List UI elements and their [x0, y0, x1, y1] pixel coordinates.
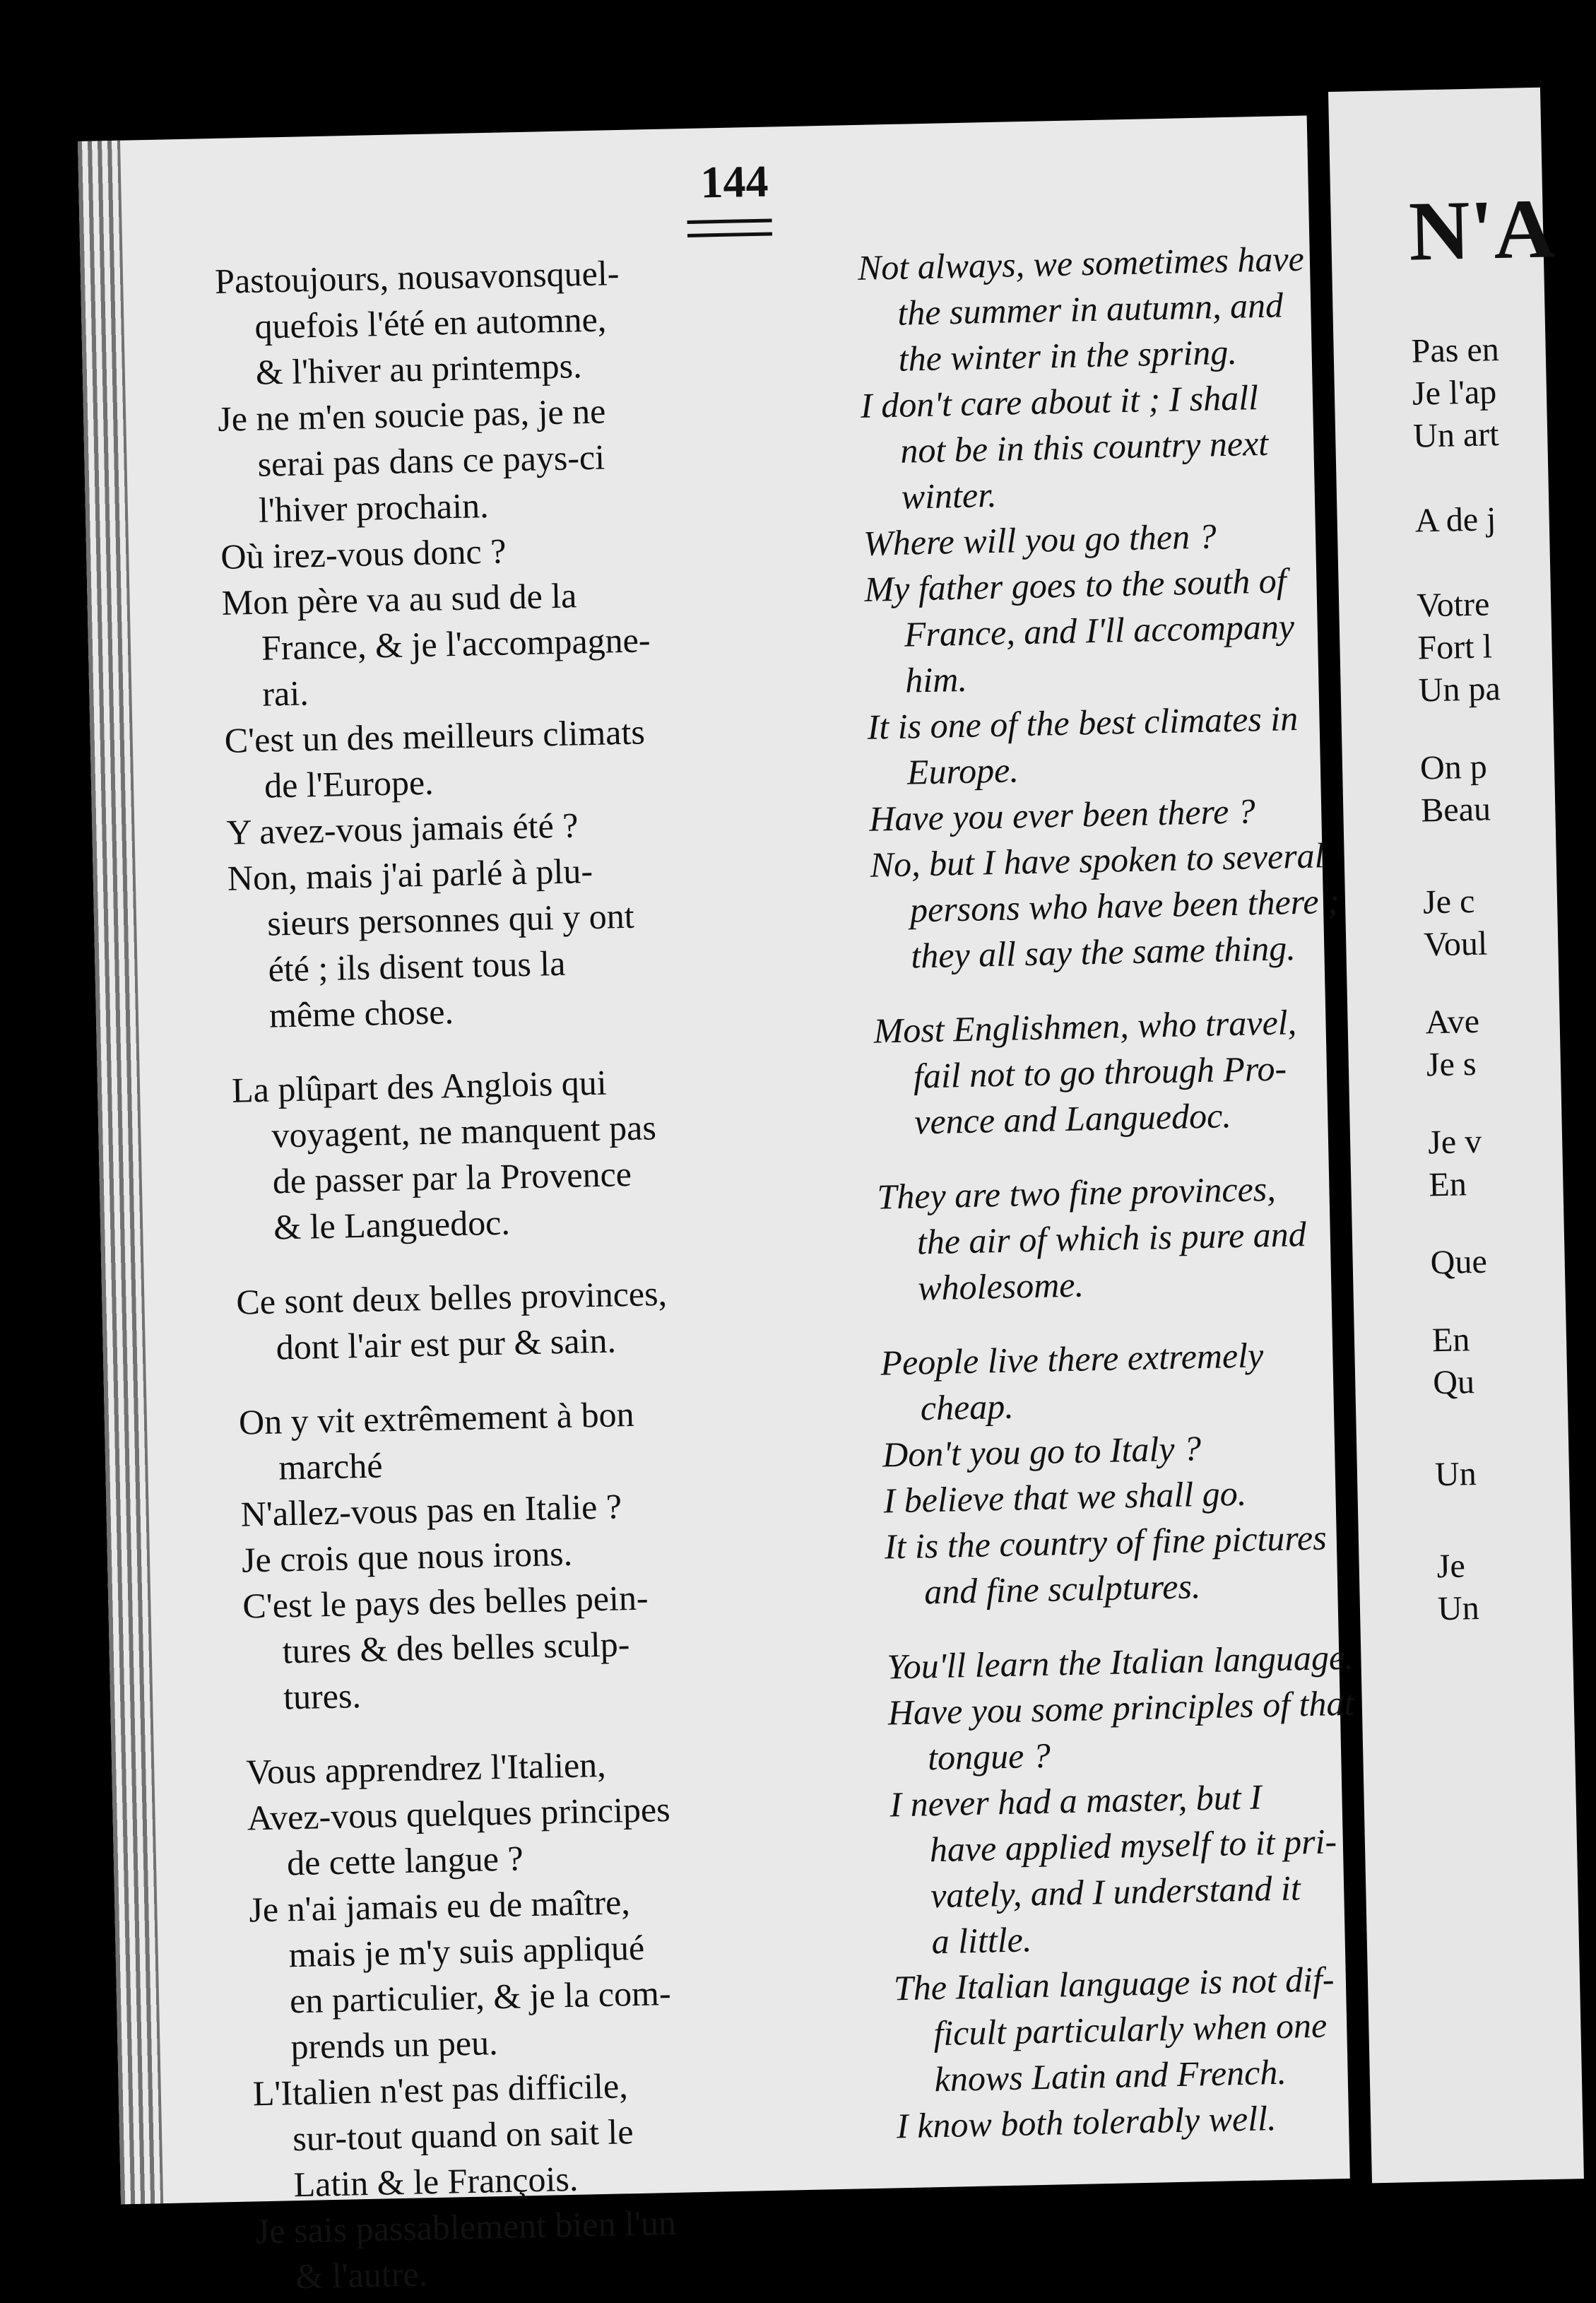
right-page-text: En: [1431, 1321, 1470, 1360]
french-line: Je sais passablement bien l'un: [255, 2202, 677, 2251]
english-line: vately, and I understand it: [930, 1868, 1301, 1916]
english-line: not be in this country next: [899, 423, 1269, 471]
french-entry: [224, 705, 848, 809]
english-line: Not always, we sometimes have: [857, 238, 1305, 288]
french-line: sur-tout quand on sait le: [292, 2111, 634, 2159]
french-line: & le Languedoc.: [273, 1202, 511, 1247]
french-line: Avez-vous quelques principes: [247, 1789, 671, 1838]
english-entry: [864, 557, 1333, 705]
english-entry: [870, 832, 1339, 980]
french-line: l'hiver prochain.: [258, 485, 490, 530]
english-line: You'll learn the Italian language.: [886, 1637, 1354, 1687]
english-line: I know both tolerably well.: [896, 2098, 1277, 2146]
french-line: prends un peu.: [290, 2022, 499, 2067]
french-line: voyagent, ne manquent pas: [271, 1107, 657, 1155]
french-entry: [218, 384, 842, 534]
english-entry: [860, 373, 1329, 521]
french-entry: [252, 2058, 877, 2208]
french-line: de cette langue ?: [286, 1838, 524, 1883]
right-page-text: Je v: [1427, 1122, 1482, 1162]
english-column: [857, 235, 1363, 2149]
french-line: Vous apprendrez l'Italien,: [245, 1744, 607, 1792]
french-line: Je ne m'en soucie pas, je ne: [217, 391, 606, 439]
english-entry: [893, 1956, 1362, 2104]
english-line: fail not to go through Pro-: [913, 1048, 1287, 1096]
english-entry: [857, 235, 1326, 383]
english-entry: [889, 1772, 1359, 1966]
right-page-text: A de j: [1414, 500, 1496, 540]
french-line: Je crois que nous irons.: [241, 1533, 573, 1580]
english-entry: [867, 695, 1335, 796]
right-page-text: Ave: [1425, 1002, 1480, 1042]
right-page-text: Beau: [1420, 790, 1491, 830]
french-entry: [236, 1266, 860, 1371]
french-column: [215, 246, 879, 2301]
english-entry: [884, 1514, 1352, 1616]
right-page-text: Voul: [1423, 924, 1488, 964]
right-page-text: Fort l: [1417, 628, 1493, 667]
right-page: [1328, 88, 1584, 2184]
french-line: N'allez-vous pas en Italie ?: [240, 1486, 622, 1534]
french-entry: [249, 1874, 874, 2071]
right-page-text: Je l'ap: [1412, 373, 1497, 413]
english-line: the air of which is pure and: [916, 1213, 1307, 1262]
english-line: Where will you go then ?: [863, 516, 1217, 563]
right-page-text: En: [1428, 1165, 1467, 1204]
french-entry: [255, 2196, 879, 2300]
english-line: Most Englishmen, who travel,: [873, 1002, 1297, 1051]
right-page-text: Un art: [1412, 416, 1500, 455]
english-line: persons who have been there ;: [909, 880, 1340, 930]
right-page-text: Qu: [1432, 1363, 1475, 1402]
english-line: tongue ?: [927, 1735, 1051, 1778]
french-line: même chose.: [268, 991, 454, 1035]
book-edge: [78, 141, 163, 2205]
french-line: C'est le pays des belles pein-: [242, 1577, 649, 1626]
english-line: I never had a master, but I: [889, 1777, 1263, 1825]
english-line: People live there extremely: [880, 1335, 1264, 1383]
french-line: C'est un des meilleurs climats: [224, 712, 646, 760]
english-line: Have you ever been there ?: [868, 791, 1256, 839]
english-line: winter.: [901, 474, 998, 517]
english-line: Have you some principles of that: [887, 1683, 1354, 1733]
right-page-text: Je c: [1422, 882, 1475, 921]
english-entry: [873, 999, 1342, 1146]
french-line: serai pas dans ce pays-ci: [257, 437, 605, 484]
right-page-text: Un: [1437, 1589, 1480, 1628]
french-line: Je n'ai jamais eu de maître,: [248, 1882, 631, 1930]
french-line: Non, mais j'ai parlé à plu-: [227, 850, 593, 898]
french-line: Pastoujours, nousavonsquel-: [214, 252, 620, 301]
right-page-text: N'A: [1407, 181, 1556, 278]
french-line: On y vit extrêmement à bon: [238, 1394, 635, 1442]
french-entry: [221, 567, 846, 717]
french-line: Ce sont deux belles provinces,: [235, 1273, 668, 1322]
english-line: I don't care about it ; I shall: [860, 377, 1259, 425]
english-line: the summer in autumn, and: [897, 285, 1284, 333]
french-line: marché: [278, 1445, 384, 1488]
french-line: rai.: [261, 673, 309, 714]
french-line: mais je m'y suis appliqué: [288, 1927, 645, 1975]
left-page: [78, 116, 1354, 2297]
english-line: vence and Languedoc.: [914, 1095, 1232, 1142]
english-line: the winter in the spring.: [898, 331, 1238, 379]
french-line: de passer par la Provence: [272, 1153, 632, 1201]
french-line: dont l'air est pur & sain.: [276, 1320, 617, 1367]
header-rule: [687, 218, 772, 237]
french-line: & l'hiver au printemps.: [255, 346, 583, 392]
english-line: My father goes to the south of: [863, 560, 1287, 609]
english-line: cheap.: [920, 1386, 1015, 1428]
french-line: Latin & le François.: [293, 2158, 579, 2205]
english-line: I believe that we shall go.: [882, 1473, 1247, 1521]
french-line: Où irez-vous donc ?: [220, 531, 507, 577]
french-entry: [242, 1570, 867, 1721]
right-page-text: Que: [1430, 1242, 1488, 1282]
french-line: sieurs personnes qui y ont: [266, 895, 635, 943]
english-line: have applied myself to it pri-: [929, 1821, 1337, 1870]
english-line: It is one of the best climates in: [867, 698, 1299, 747]
french-line: Y avez-vous jamais été ?: [225, 805, 579, 852]
english-line: and fine sculptures.: [923, 1566, 1201, 1612]
english-line: France, and I'll accompany: [904, 606, 1295, 654]
right-page-text: Pas en: [1411, 331, 1500, 370]
english-entry: [877, 1165, 1346, 1312]
right-page-text: Un: [1434, 1455, 1477, 1494]
french-line: L'Italien n'est pas difficile,: [252, 2066, 629, 2114]
right-page-text: Je: [1436, 1547, 1466, 1586]
english-entry: [896, 2094, 1363, 2150]
english-line: They are two fine provinces,: [876, 1168, 1277, 1217]
french-entry: [247, 1782, 870, 1887]
french-entry: [227, 842, 852, 1039]
french-line: tures & des belles sculp-: [282, 1624, 630, 1671]
right-page-text: Votre: [1416, 585, 1490, 625]
french-line: été ; ils disent tous la: [268, 943, 566, 989]
french-entry: [231, 1054, 856, 1251]
french-line: Mon père va au sud de la: [221, 575, 577, 623]
french-line: & l'autre.: [295, 2254, 428, 2297]
english-line: It is the country of fine pictures: [884, 1517, 1328, 1567]
english-entry: [880, 1331, 1349, 1432]
french-entry: [215, 246, 839, 396]
french-line: La plûpart des Anglois qui: [231, 1062, 608, 1110]
english-line: they all say the same thing.: [910, 928, 1296, 976]
english-entry: [887, 1680, 1356, 1782]
right-page-text: On p: [1419, 748, 1488, 787]
french-line: en particulier, & je la com-: [289, 1972, 672, 2021]
french-entry: [238, 1386, 862, 1491]
english-line: No, but I have spoken to several: [870, 835, 1325, 885]
english-line: The Italian language is not dif-: [893, 1959, 1335, 2008]
english-line: knows Latin and French.: [934, 2051, 1287, 2099]
english-line: ficult particularly when one: [933, 2005, 1328, 2054]
french-line: quefois l'été en automne,: [254, 299, 607, 346]
english-line: wholesome.: [917, 1264, 1084, 1308]
right-page-text: Un pa: [1418, 670, 1501, 709]
right-page-text: Je s: [1426, 1044, 1477, 1084]
english-line: Europe.: [906, 750, 1019, 792]
french-line: France, & je l'accompagne-: [261, 620, 651, 668]
english-line: a little.: [931, 1919, 1032, 1962]
page-number: 144: [699, 155, 769, 208]
french-line: de l'Europe.: [264, 762, 435, 806]
english-line: Don't you go to Italy ?: [882, 1428, 1202, 1475]
french-line: tures.: [283, 1675, 362, 1717]
english-line: him.: [904, 659, 968, 700]
